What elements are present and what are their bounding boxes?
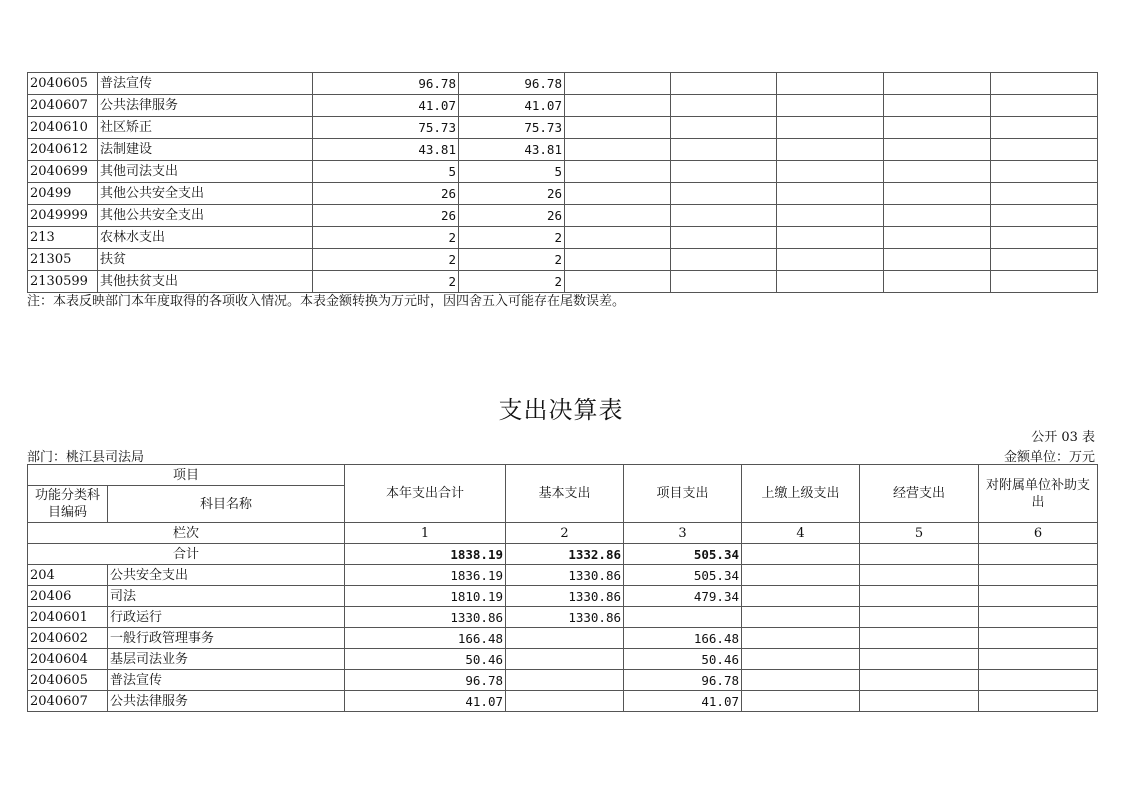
column-index-5: 5	[860, 523, 979, 544]
empty-cell	[565, 227, 671, 249]
subject-code: 2040699	[28, 161, 98, 183]
empty-cell	[671, 73, 777, 95]
amount-project: 166.48	[624, 628, 742, 649]
amount-total: 166.48	[345, 628, 506, 649]
sum-operation	[860, 544, 979, 565]
amount-basic	[506, 649, 624, 670]
amount-col2: 75.73	[459, 117, 565, 139]
table-row	[28, 95, 1098, 117]
table-row	[28, 227, 1098, 249]
column-index-4: 4	[742, 523, 860, 544]
subject-name: 行政运行	[108, 607, 345, 628]
amount-total: 41.07	[313, 95, 459, 117]
amount-basic: 1330.86	[506, 607, 624, 628]
subject-name: 其他公共安全支出	[98, 205, 313, 227]
sum-total: 1838.19	[345, 544, 506, 565]
empty-cell	[742, 691, 860, 712]
table-row	[28, 73, 1098, 95]
table-row	[28, 691, 1098, 712]
header-operation: 经营支出	[860, 465, 979, 523]
amount-col2: 26	[459, 205, 565, 227]
column-index-2: 2	[506, 523, 624, 544]
amount-project: 505.34	[624, 565, 742, 586]
amount-project: 479.34	[624, 586, 742, 607]
empty-cell	[991, 117, 1098, 139]
subject-code: 20499	[28, 183, 98, 205]
empty-cell	[979, 565, 1098, 586]
amount-col2: 2	[459, 227, 565, 249]
empty-cell	[742, 670, 860, 691]
empty-cell	[991, 73, 1098, 95]
empty-cell	[777, 227, 884, 249]
empty-cell	[565, 117, 671, 139]
empty-cell	[777, 271, 884, 293]
amount-total: 26	[313, 183, 459, 205]
header-subject: 科目名称	[108, 486, 345, 523]
subject-code: 2040612	[28, 139, 98, 161]
amount-total: 96.78	[345, 670, 506, 691]
empty-cell	[671, 95, 777, 117]
subject-code: 2040605	[28, 670, 108, 691]
column-index-6: 6	[979, 523, 1098, 544]
empty-cell	[777, 183, 884, 205]
subject-name: 司法	[108, 586, 345, 607]
header-total: 本年支出合计	[345, 465, 506, 523]
empty-cell	[991, 139, 1098, 161]
amount-total: 41.07	[345, 691, 506, 712]
table-row	[28, 670, 1098, 691]
amount-total: 75.73	[313, 117, 459, 139]
empty-cell	[742, 649, 860, 670]
subject-name: 社区矫正	[98, 117, 313, 139]
empty-cell	[979, 586, 1098, 607]
table-row	[28, 628, 1098, 649]
empty-cell	[860, 670, 979, 691]
subject-name: 公共安全支出	[108, 565, 345, 586]
empty-cell	[671, 183, 777, 205]
subject-code: 2040604	[28, 649, 108, 670]
header-row-1	[28, 465, 1098, 486]
subject-code: 204	[28, 565, 108, 586]
subject-name: 普法宣传	[108, 670, 345, 691]
empty-cell	[884, 139, 991, 161]
amount-basic: 1330.86	[506, 586, 624, 607]
amount-total: 43.81	[313, 139, 459, 161]
column-index-3: 3	[624, 523, 742, 544]
table-row	[28, 649, 1098, 670]
table-row	[28, 205, 1098, 227]
empty-cell	[671, 249, 777, 271]
header-func-code: 功能分类科目编码	[28, 486, 108, 523]
sum-row	[28, 544, 1098, 565]
sum-basic: 1332.86	[506, 544, 624, 565]
subject-name: 公共法律服务	[108, 691, 345, 712]
amount-total: 1810.19	[345, 586, 506, 607]
subject-name: 农林水支出	[98, 227, 313, 249]
amount-col2: 43.81	[459, 139, 565, 161]
amount-unit-label: 金额单位：万元	[1003, 450, 1095, 465]
header-basic: 基本支出	[506, 465, 624, 523]
empty-cell	[991, 227, 1098, 249]
empty-cell	[671, 271, 777, 293]
subject-name: 法制建设	[98, 139, 313, 161]
empty-cell	[979, 628, 1098, 649]
sum-project: 505.34	[624, 544, 742, 565]
subject-name: 公共法律服务	[98, 95, 313, 117]
subject-name: 一般行政管理事务	[108, 628, 345, 649]
empty-cell	[565, 205, 671, 227]
amount-basic	[506, 670, 624, 691]
table-row	[28, 139, 1098, 161]
empty-cell	[991, 205, 1098, 227]
amount-basic: 1330.86	[506, 565, 624, 586]
subject-code: 213	[28, 227, 98, 249]
empty-cell	[777, 95, 884, 117]
table-row	[28, 586, 1098, 607]
column-index-1: 1	[345, 523, 506, 544]
column-index-row	[28, 523, 1098, 544]
amount-col2: 41.07	[459, 95, 565, 117]
amount-project: 96.78	[624, 670, 742, 691]
empty-cell	[884, 117, 991, 139]
empty-cell	[979, 649, 1098, 670]
empty-cell	[991, 161, 1098, 183]
subject-code: 2130599	[28, 271, 98, 293]
table-row	[28, 183, 1098, 205]
empty-cell	[565, 183, 671, 205]
header-upper: 上缴上级支出	[742, 465, 860, 523]
sum-label: 合计	[28, 544, 345, 565]
subject-name: 其他司法支出	[98, 161, 313, 183]
table-code: 公开 03 表	[1031, 430, 1095, 445]
empty-cell	[742, 607, 860, 628]
empty-cell	[565, 161, 671, 183]
empty-cell	[860, 586, 979, 607]
empty-cell	[777, 161, 884, 183]
amount-total: 2	[313, 227, 459, 249]
subject-code: 2049999	[28, 205, 98, 227]
amount-project	[624, 607, 742, 628]
department-label: 部门：桃江县司法局	[27, 450, 145, 465]
header-project: 项目支出	[624, 465, 742, 523]
table-row	[28, 161, 1098, 183]
empty-cell	[979, 670, 1098, 691]
subject-code: 2040605	[28, 73, 98, 95]
empty-cell	[991, 183, 1098, 205]
empty-cell	[671, 117, 777, 139]
empty-cell	[777, 205, 884, 227]
subject-name: 基层司法业务	[108, 649, 345, 670]
empty-cell	[777, 117, 884, 139]
subject-code: 2040601	[28, 607, 108, 628]
subject-name: 扶贫	[98, 249, 313, 271]
empty-cell	[860, 607, 979, 628]
empty-cell	[742, 586, 860, 607]
column-index-label: 栏次	[28, 523, 345, 544]
empty-cell	[991, 95, 1098, 117]
table-row	[28, 117, 1098, 139]
table-row	[28, 565, 1098, 586]
expense-table-title: 支出决算表	[498, 396, 624, 424]
empty-cell	[884, 249, 991, 271]
empty-cell	[671, 205, 777, 227]
empty-cell	[565, 95, 671, 117]
amount-col2: 2	[459, 249, 565, 271]
sum-subsidy	[979, 544, 1098, 565]
amount-basic	[506, 628, 624, 649]
empty-cell	[979, 691, 1098, 712]
amount-project: 50.46	[624, 649, 742, 670]
empty-cell	[777, 73, 884, 95]
empty-cell	[884, 73, 991, 95]
amount-basic	[506, 691, 624, 712]
empty-cell	[565, 139, 671, 161]
empty-cell	[979, 607, 1098, 628]
empty-cell	[742, 628, 860, 649]
empty-cell	[884, 227, 991, 249]
sum-upper	[742, 544, 860, 565]
empty-cell	[860, 691, 979, 712]
subject-code: 2040610	[28, 117, 98, 139]
empty-cell	[777, 139, 884, 161]
subject-code: 21305	[28, 249, 98, 271]
empty-cell	[671, 139, 777, 161]
amount-col2: 2	[459, 271, 565, 293]
amount-total: 2	[313, 249, 459, 271]
amount-total: 1836.19	[345, 565, 506, 586]
subject-code: 20406	[28, 586, 108, 607]
amount-total: 50.46	[345, 649, 506, 670]
amount-total: 2	[313, 271, 459, 293]
amount-total: 26	[313, 205, 459, 227]
header-subsidy: 对附属单位补助支出	[979, 465, 1098, 523]
empty-cell	[884, 183, 991, 205]
empty-cell	[565, 73, 671, 95]
empty-cell	[884, 95, 991, 117]
empty-cell	[860, 649, 979, 670]
income-table-note: 注：本表反映部门本年度取得的各项收入情况。本表金额转换为万元时，因四舍五入可能存在尾数误差。	[27, 294, 626, 309]
subject-name: 其他扶贫支出	[98, 271, 313, 293]
empty-cell	[777, 249, 884, 271]
amount-col2: 5	[459, 161, 565, 183]
amount-total: 96.78	[313, 73, 459, 95]
subject-code: 2040602	[28, 628, 108, 649]
amount-col2: 26	[459, 183, 565, 205]
subject-code: 2040607	[28, 95, 98, 117]
empty-cell	[671, 227, 777, 249]
empty-cell	[671, 161, 777, 183]
amount-col2: 96.78	[459, 73, 565, 95]
subject-name: 其他公共安全支出	[98, 183, 313, 205]
table-row	[28, 249, 1098, 271]
amount-total: 5	[313, 161, 459, 183]
subject-name: 普法宣传	[98, 73, 313, 95]
empty-cell	[860, 628, 979, 649]
empty-cell	[884, 205, 991, 227]
empty-cell	[742, 565, 860, 586]
empty-cell	[884, 271, 991, 293]
empty-cell	[860, 565, 979, 586]
income-table-continuation	[27, 72, 1098, 293]
empty-cell	[565, 249, 671, 271]
empty-cell	[884, 161, 991, 183]
amount-project: 41.07	[624, 691, 742, 712]
expense-table	[27, 464, 1098, 712]
subject-code: 2040607	[28, 691, 108, 712]
empty-cell	[991, 271, 1098, 293]
empty-cell	[991, 249, 1098, 271]
amount-total: 1330.86	[345, 607, 506, 628]
table-row	[28, 607, 1098, 628]
header-item: 项目	[28, 465, 345, 486]
